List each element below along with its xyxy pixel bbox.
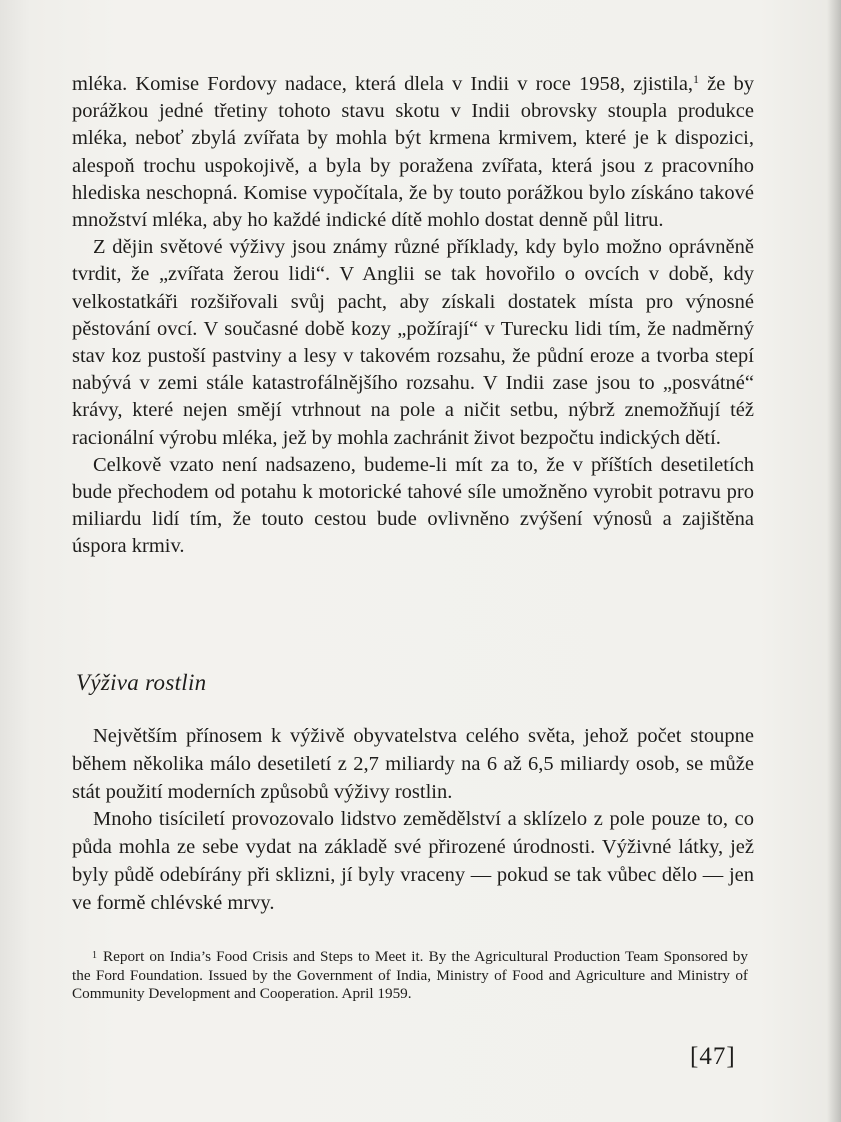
section-paragraph-2: Mnoho tisíciletí provozovalo lidstvo zemědělství a sklízelo z pole pouze to, co půda mohla ze sebe vydat na základě své přirozené úrodnosti. Výživné látky, jež byly půdě odebírány při sklizni, jí byly vraceny — pokud se tak vůbec dělo — jen ve formě chlévské mrvy. [72, 808, 754, 914]
paragraph-1-rest: že by porážkou jedné třetiny tohoto stavu skotu v Indii obrovsky stoupla produkce mléka, neboť zbylá zvířata by mohla být krmena krmivem, které je k dispozici, alespoň trochu uspokojivě, a byla by poražena zvířata, která jsou z pracovního hlediska neschopná. Komise vypočítala, že by touto porážkou bylo získáno takové množství mléka, aby ho každé indické dítě mohlo dostat denně půl litru. [72, 73, 754, 232]
paragraph-1 [72, 66, 754, 234]
paragraph-2: Z dějin světové výživy jsou známy různé příklady, kdy bylo možno oprávněně tvrdit, že „zvířata žerou lidi“. V Anglii se tak hovořilo o ovcích v době, kdy velkostatkáři rozšiřovali svůj pacht, aby získali dostatek místa pro výnosné pěstování ovcí. V současné době kozy „požírají“ v Turecku lidi tím, že nadměrný stav koz pustoší pastviny a lesy v takovém rozsahu, že půdní eroze a tvorba stepí nabývá v zemi stále katastrofálnějšího rozsahu. V Indii zase jsou to „posvátné“ krávy, které nejen smějí vtrhnout na pole a ničit setbu, nýbrž znemožňují též racionální výrobu mléka, jež by mohla zachránit život bezpočtu indických dětí. [72, 236, 754, 449]
page-edge-shadow [827, 0, 841, 1122]
footnote-mark: 1 [92, 950, 97, 961]
page-number: [47] [690, 1043, 736, 1070]
section-paragraph-1: Největším přínosem k výživě obyvatelstva celého světa, jehož počet stoupne během několika málo desetiletí z 2,7 miliardy na 6 až 6,5 miliardy osob, se může stát použití moderních způsobů výživy rostlin. [72, 725, 754, 803]
section-heading: Výživa rostlin [76, 670, 207, 695]
paragraph-1-text: mléka. Komise Fordovy nadace, která dlela v Indii v roce 1958, zjistila, [72, 73, 694, 95]
main-text-block [72, 66, 754, 561]
section-text-block [72, 723, 754, 918]
footnote-reference: 1 [693, 72, 700, 86]
paragraph-3: Celkově vzato není nadsazeno, budeme-li mít za to, že v příštích desetiletích bude přechodem od potahu k motorické tahové síle umožněno vyrobit potravu pro miliardu lidí tím, že touto cestou bude ovlivněno zvýšení výnosů a zajištěna úspora krmiv. [72, 453, 754, 558]
footnote-text: Report on India’s Food Crisis and Steps to Meet it. By the Agricultural Production Team Sponsored by the Ford Foundation. Issued by the Government of India, Ministry of Food and Agriculture and Ministry of Community Development and Cooperation. April 1959. [72, 948, 748, 1003]
footnote [72, 947, 748, 1004]
